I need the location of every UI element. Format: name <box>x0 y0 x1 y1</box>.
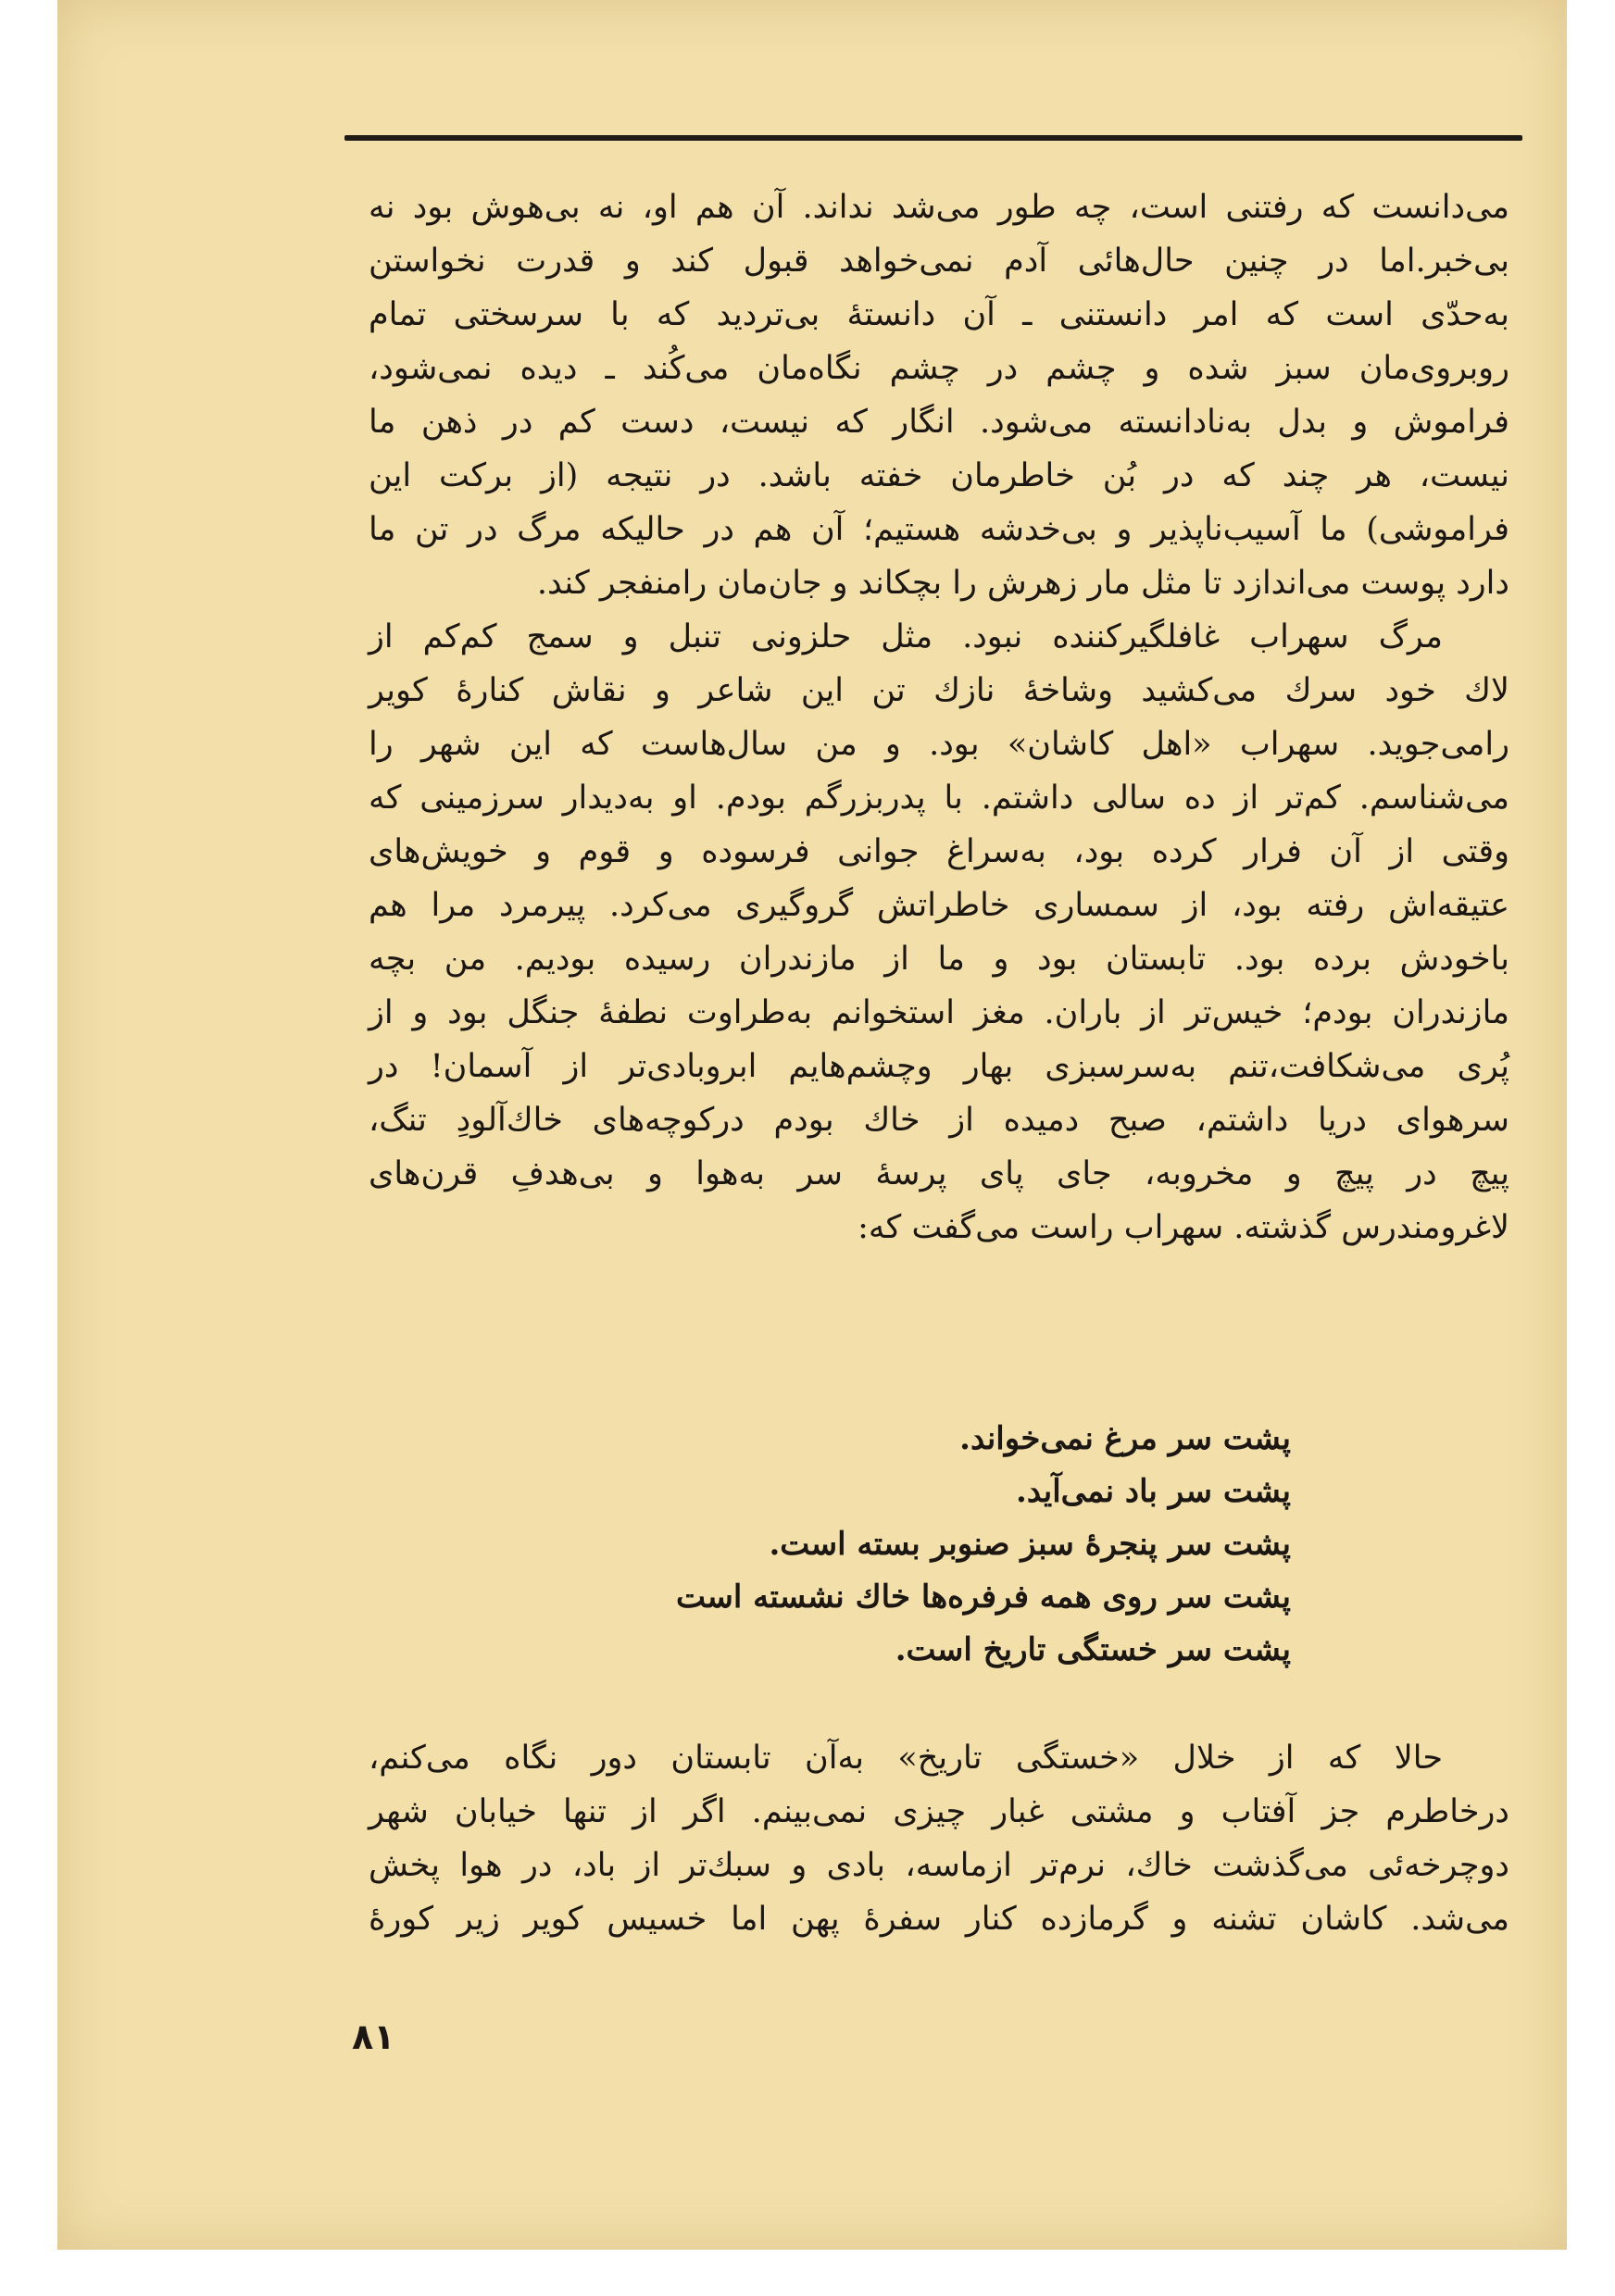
text-line: نیست، هر چند که در بُن خاطرمان خفته باشد. در نتیجه (از برکت این <box>369 457 1509 494</box>
text-line: می‌شناسم. کم‌تر از ده سالی داشتم. با پدربزرگم بودم. او به‌دیدار سرزمینی که <box>369 780 1509 817</box>
text-line: می‌دانست که رفتنی است، چه طور می‌شد نداند. آن هم او، نه بی‌هوش بود نه <box>369 189 1509 226</box>
text-line: بی‌خبر.اما در چنین حال‌هائی آدم نمی‌خواهد قبول کند و قدرت نخواستن <box>369 243 1509 280</box>
text-line: باخودش برده بود. تابستان بود و ما از مازندران رسیده بودیم. من بچه <box>369 941 1509 978</box>
poem-line: پشت سر مرغ نمی‌خواند. <box>959 1420 1291 1457</box>
text-line: لاك خود سرك می‌کشید وشاخهٔ نازك تن این شاعر و نقاش کنارهٔ کویر <box>369 672 1509 709</box>
page-number: ۸۱ <box>352 2016 395 2057</box>
body-text-lower <box>369 1731 1509 1946</box>
paragraph-2 <box>369 610 1509 1254</box>
poem-line: پشت سر باد نمی‌آید. <box>1016 1473 1291 1510</box>
text-line: عتیقه‌اش رفته بود، از سمساری خاطراتش گروگیری می‌کرد. پیرمرد مرا هم <box>369 887 1509 924</box>
text-line: دوچرخه‌ئی می‌گذشت خاك، نرم‌تر ازماسه، بادی و سبك‌تر از باد، در هوا پخش <box>369 1847 1509 1884</box>
text-line: فراموش و بدل به‌نادانسته می‌شود. انگار که نیست، دست کم در ذهن ما <box>369 404 1509 441</box>
poem-line: پشت سر پنجرهٔ سبز صنوبر بسته است. <box>769 1526 1291 1563</box>
header-rule <box>344 135 1522 141</box>
text-line: لاغرومندرس گذشته. سهراب راست می‌گفت که: <box>858 1209 1509 1246</box>
text-line: فراموشی) ما آسیب‌ناپذیر و بی‌خدشه هستیم؛ آن هم در حالیکه مرگ در تن ما <box>369 511 1509 548</box>
text-line: وقتی از آن فرار کرده بود، به‌سراغ جوانی فرسوده و قوم و خویش‌های <box>369 833 1509 870</box>
poem-quote <box>675 1413 1291 1677</box>
text-line: می‌شد. کاشان تشنه و گرمازده کنار سفرهٔ پهن اما خسیس کویر زیر کورهٔ <box>369 1901 1509 1938</box>
text-line: سرهوای دریا داشتم، صبح دمیده از خاك بودم درکوچه‌های خاك‌آلودِ تنگ، <box>369 1102 1509 1139</box>
text-line: پیچ در پیچ و مخروبه، جای پای پرسهٔ سر به‌هوا و بی‌هدفِ قرن‌های <box>369 1155 1509 1192</box>
poem-line: پشت سر روی همه فرفره‌ها خاك نشسته است <box>675 1578 1291 1616</box>
text-line: حالا که از خلال «خستگی تاریخ» به‌آن تابستان دور نگاه می‌کنم، <box>369 1740 1443 1777</box>
text-line: درخاطرم جز آفتاب و مشتی غبار چیزی نمی‌بینم. اگر از تنها خیابان شهر <box>369 1793 1509 1830</box>
text-line: مرگ سهراب غافلگیرکننده نبود. مثل حلزونی تنبل و سمج کم‌کم از <box>369 618 1443 655</box>
paragraph-3 <box>369 1731 1509 1946</box>
poem-line: پشت سر خستگی تاریخ است. <box>895 1631 1291 1668</box>
text-line: به‌حدّی است که امر دانستنی ـ آن دانستهٔ بی‌تردید که با سرسختی تمام <box>369 296 1509 333</box>
text-line: مازندران بودم؛ خیس‌تر از باران. مغز استخوانم به‌طراوت نطفهٔ جنگل بود و از <box>369 994 1509 1031</box>
text-line: رامی‌جوید. سهراب «اهل کاشان» بود. و من سال‌هاست که این شهر را <box>369 726 1509 763</box>
book-page <box>57 0 1567 2250</box>
paragraph-1 <box>369 181 1509 610</box>
body-text-upper <box>369 181 1509 1254</box>
text-line: دارد پوست می‌اندازد تا مثل مار زهرش را بچکاند و جان‌مان رامنفجر کند. <box>536 565 1509 602</box>
text-line: پُری می‌شکافت،تنم به‌سرسبزی بهار وچشم‌هایم ابروبادی‌تر از آسمان! در <box>369 1048 1509 1085</box>
text-line: روبروی‌مان سبز شده و چشم در چشم نگاه‌مان می‌کُند ـ دیده نمی‌شود، <box>369 350 1509 387</box>
